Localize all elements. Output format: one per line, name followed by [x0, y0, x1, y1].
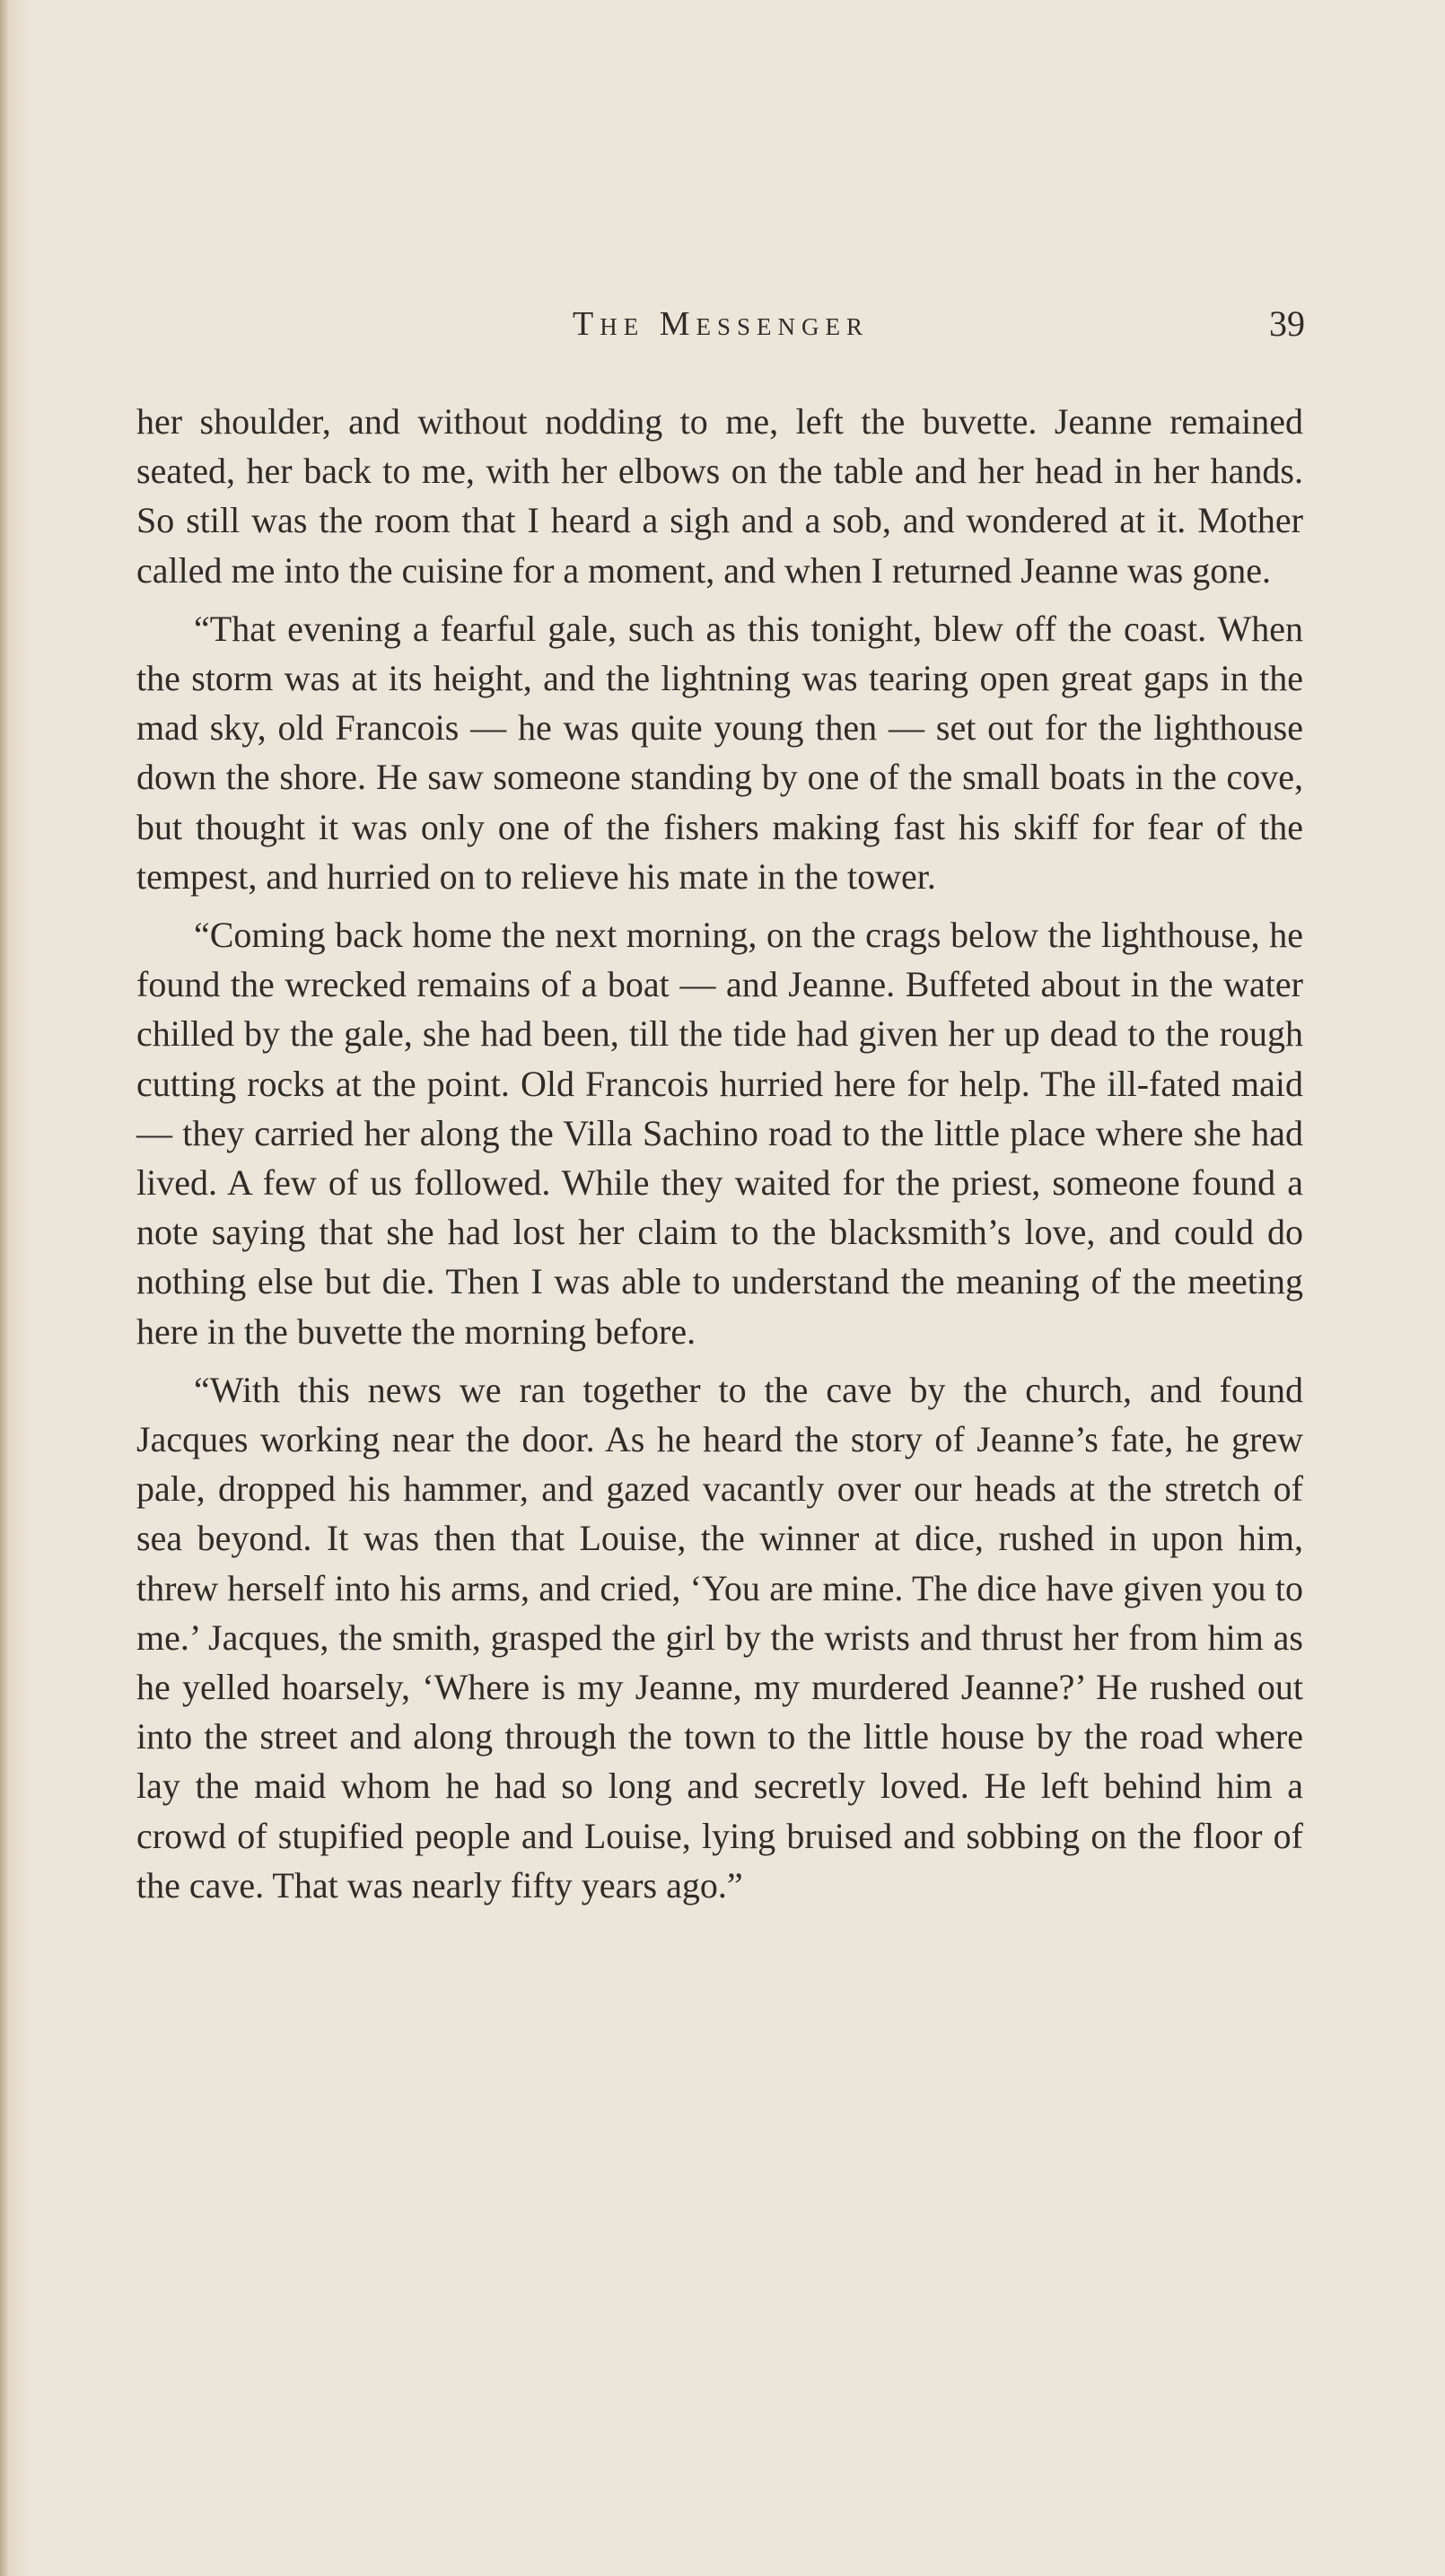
paragraph-gale: “That evening a fearful gale, such as this tonight, blew off the coast. When the storm was at its height, and the lightning was tearing open great gaps in the mad sky, old Francois — he was quite young then — set out for the lighthouse down the shore. He saw someone standing by one of the small boats in the cove, but thought it was only one of the fishers making fast his skiff for fear of the tempest, and hurried on to relieve his mate in the tower.	[136, 608, 1303, 897]
body-text	[136, 397, 1303, 1919]
page-header	[136, 302, 1305, 346]
paragraph-continuation: her shoulder, and without nodding to me, left the buvette. Jeanne remained seated, her back to me, with her elbows on the table and her head in her hands. So still was the room that I heard a sigh and a sob, and wondered at it. Mother called me into the cuisine for a moment, and when I returned Jeanne was gone.	[136, 401, 1303, 591]
paragraph-coming-back: “Coming back home the next morning, on the crags below the lighthouse, he found the wrecked remains of a boat — and Jeanne. Buffeted about in the water chilled by the gale, she had been, till the tide had given her up dead to the rough cutting rocks at the point. Old Francois hurried here for help. The ill-fated maid — they carried her along the Villa Sachino road to the little place where she had lived. A few of us followed. While they waited for the priest, someone found a note saying that she had lost her claim to the blacksmith’s love, and could do nothing else but die. Then I was able to understand the meaning of the meeting here in the buvette the morning before.	[136, 915, 1303, 1352]
paragraph-news: “With this news we ran together to the cave by the church, and found Jacques working near the door. As he heard the story of Jeanne’s fate, he grew pale, dropped his hammer, and gazed vacantly over our heads at the stretch of sea beyond. It was then that Louise, the winner at dice, rushed in upon him, threw herself into his arms, and cried, ‘You are mine. The dice have given you to me.’ Jacques, the smith, grasped the girl by the wrists and thrust her from him as he yelled hoarsely, ‘Where is my Jeanne, my murdered Jeanne?’ He rushed out into the street and along through the town to the little house by the road where lay the maid whom he had so long and secretly loved. He left behind him a crowd of stupified people and Louise, lying bruised and sobbing on the floor of the cave. That was nearly fifty years ago.”	[136, 1369, 1303, 1906]
running-title: The Messenger	[572, 305, 869, 343]
page-number: 39	[1269, 303, 1305, 344]
